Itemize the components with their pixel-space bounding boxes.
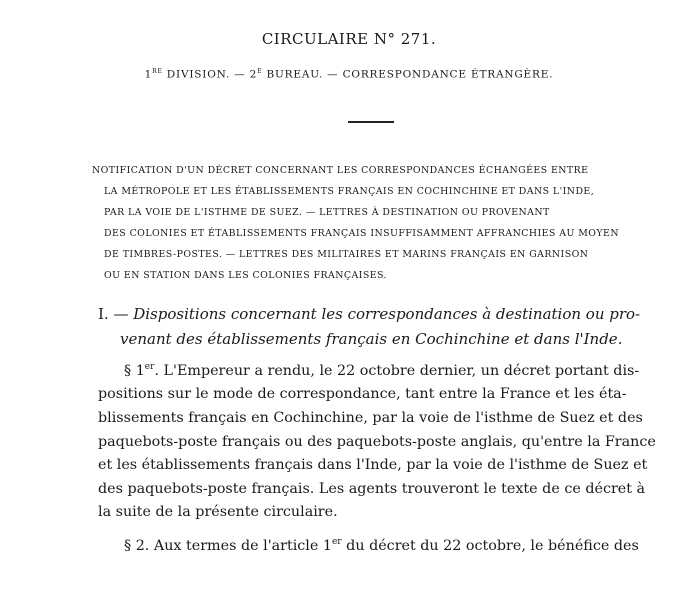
paragraph-2-start: § 2. Aux termes de l'article 1 [124, 537, 332, 554]
division-number: 1 [144, 68, 153, 81]
paragraph-line: blissements français en Cochinchine, par la voie de l'isthme de Suez et des [98, 409, 643, 426]
body-text [98, 356, 664, 558]
paragraph-line [98, 356, 664, 383]
notification-line: OU EN STATION DANS LES COLONIES FRANÇAISES. [104, 270, 387, 281]
notification-line: LA MÉTROPOLE ET LES ÉTABLISSEMENTS FRANÇAIS EN COCHINCHINE ET DANS L'INDE, [104, 186, 595, 197]
section-heading-line: venant des établissements français en Cochinchine et dans l'Inde. [120, 330, 623, 348]
division-superscript: re [152, 66, 163, 75]
paragraph-line: positions sur le mode de correspondance, tant entre la France et les éta- [98, 386, 627, 403]
section-heading-text: Dispositions concernant les correspondances à destination ou pro- [133, 305, 641, 323]
division-text: DIVISION. — [162, 68, 250, 81]
section-heading-line [98, 302, 658, 327]
paragraph-2 [98, 531, 664, 558]
paragraph-line-text: . L'Empereur a rendu, le 22 octobre dernier, un décret portant dis- [154, 362, 640, 379]
notification-line: PAR LA VOIE DE L'ISTHME DE SUEZ. — LETTRES À DESTINATION OU PROVENANT [104, 207, 550, 218]
paragraph-line: des paquebots-poste français. Les agents trouveront le texte de ce décret à [98, 480, 646, 497]
section-divider [348, 121, 394, 123]
section-number: I. — [98, 305, 134, 323]
paragraph-line: la suite de la présente circulaire. [98, 504, 338, 521]
notification-summary [92, 160, 660, 286]
paragraph-1 [98, 356, 664, 525]
bureau-number: 2 [249, 68, 258, 81]
notification-line: DES COLONIES ET ÉTABLISSEMENTS FRANÇAIS INSUFFISAMMENT AFFRANCHIES AU MOYEN [104, 228, 619, 239]
paragraph-line: et les établissements français dans l'Inde, par la voie de l'isthme de Suez et [98, 457, 648, 474]
paragraph-2-superscript: er [331, 536, 342, 547]
circular-subtitle [0, 66, 698, 81]
paragraph-mark-superscript: er [144, 362, 155, 372]
notification-line: DE TIMBRES-POSTES. — LETTRES DES MILITAIRES ET MARINS FRANÇAIS EN GARNISON [104, 249, 589, 260]
paragraph-2-end: du décret du 22 octobre, le bénéfice des [341, 537, 639, 554]
circular-title: CIRCULAIRE N° 271. [261, 30, 437, 48]
paragraph-line [98, 531, 664, 558]
notification-line: NOTIFICATION D'UN DÉCRET CONCERNANT LES CORRESPONDANCES ÉCHANGÉES ENTRE [92, 165, 589, 176]
paragraph-mark: § 1 [124, 362, 145, 379]
section-heading [98, 302, 658, 352]
bureau-text: BUREAU. — CORRESPONDANCE ÉTRANGÈRE. [262, 68, 554, 81]
bureau-superscript: e [257, 66, 263, 75]
paragraph-line: paquebots-poste français ou des paquebots-poste anglais, qu'entre la France [98, 433, 656, 450]
